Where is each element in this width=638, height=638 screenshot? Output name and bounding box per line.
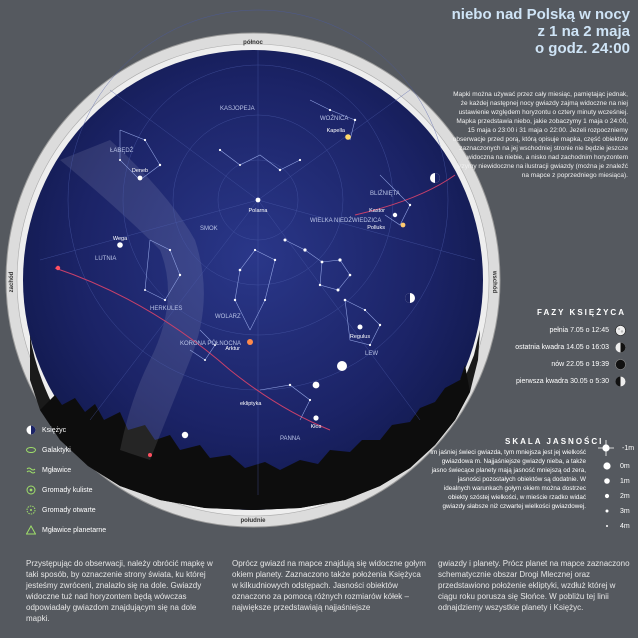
title-line-3: o godz. 24:00 (534, 40, 630, 57)
label-gemini: BLIŹNIĘTA (370, 191, 400, 197)
label-corona: KORONA PÓŁNOCNA (180, 341, 242, 347)
bottom-text-col-2: Oprócz gwiazd na mapce znajdują się widoczne gołym okiem planety. Zaznaczono także położenia Księżyca w kilkudniowych odstępach. Jasności obiektów oznaczono za pomocą różnych rozmiarów kółek – największe przedstawiają najjaśniejsze (232, 559, 426, 612)
mag-label-5: 4m (620, 522, 630, 530)
legend-open (26, 505, 96, 515)
intro-text: Mapki można używać przez cały miesiąc, pamiętając jednak, że każdej następnej nocy gwiazdy zajmą widoczne na niej ustawienie względem horyzontu o cztery minuty wcześniej. Mapka przedstawia niebo, jakie zobaczymy 1 maja o 24:00, 15 maja o 23:00 i 31 maja o 22:00. Jeżeli rozpoczniemy obserwacje przed porą, którą opisuje mapka, część obiektów zaznaczonych na jej wschodniej stronie nie będzie jeszcze widoczna na niebie, a nisko nad zachodnim horyzontem ujrzymy niewidoczne na ilustracji gwiazdy (można je znaleźć na mapce z poprzedniego miesiąca). (452, 91, 628, 179)
label-virgo: PANNA (280, 436, 301, 442)
label-bootes: WOLARZ (215, 314, 241, 320)
star-regulus (358, 325, 363, 330)
phase-new-label: nów 22.05 o 19:39 (551, 361, 609, 368)
legend-open-label: Gromady otwarte (42, 506, 96, 514)
legend-planetary (26, 525, 106, 535)
mag-label-2: 1m (620, 477, 630, 485)
mag-label-3: 2m (620, 492, 630, 500)
mag-label-0: -1m (622, 444, 635, 452)
last-quarter-icon (615, 342, 626, 353)
star-polaris (256, 198, 261, 203)
legend-nebulae (26, 465, 71, 475)
label-arcturus: Arktur (225, 346, 240, 352)
legend-galaxies-label: Galaktyki (42, 446, 71, 454)
globular-cluster-icon (26, 485, 36, 495)
bottom-text-col-3: gwiazdy i planety. Prócz planet na mapce zaznaczono schematycznie obszar Drogi Mlecznej oraz przedstawiono położenie ekliptyki, wzdłuż której w ciągu roku porusza się Słońce. W pobliżu tej linii odnajdziemy wszystkie planety i Księżyc. (438, 559, 630, 612)
phase-full-label: pełnia 7.05 o 12:45 (549, 327, 609, 334)
label-vega: Wega (112, 236, 128, 242)
legend-globular (26, 485, 93, 495)
mag-row-1 (602, 461, 630, 471)
label-leo: LEW (365, 351, 379, 357)
mag-row-3 (602, 491, 630, 501)
label-ursa-major: WIELKA NIEDŹWIEDZICA (310, 218, 382, 224)
mag-dot-icon (602, 506, 612, 516)
label-draco: SMOK (200, 226, 218, 232)
label-polaris: Polarna (248, 208, 268, 214)
brightness-title: SKALA JASNOŚCI (505, 437, 604, 446)
mag-dot-icon (602, 476, 612, 486)
mag-row-2 (602, 476, 630, 486)
mag-label-1: 0m (620, 462, 630, 470)
legend-nebulae-label: Mgławice (42, 466, 72, 474)
label-castor: Kastor (369, 208, 385, 214)
phase-full (549, 325, 626, 336)
mag-dot-icon (602, 521, 612, 531)
planet-saturn (313, 382, 320, 389)
star-castor (393, 213, 397, 217)
compass-north: północ (243, 40, 263, 46)
nebula-icon (26, 465, 36, 475)
phase-last-label: ostatnia kwadra 14.05 o 16:03 (515, 344, 609, 351)
legend-moon-label: Księżyc (42, 426, 67, 434)
label-cygnus: ŁABĘDŹ (110, 148, 134, 154)
star-capella (345, 134, 351, 140)
legend-moon (26, 425, 66, 435)
mag-label-4: 3m (620, 507, 630, 515)
star-arcturus (247, 339, 253, 345)
label-auriga: WOŹNICA (320, 116, 349, 122)
title-line-1: niebo nad Polską w nocy (451, 6, 630, 23)
moon-phases-title: FAZY KSIĘŻYCA (537, 308, 626, 317)
label-spica: Kłos (310, 424, 322, 430)
open-cluster-icon (26, 505, 36, 515)
phase-last (515, 342, 626, 353)
first-quarter-icon (615, 376, 626, 387)
star-spica (313, 415, 318, 420)
mag-dot-icon (602, 461, 612, 471)
label-capella: Kapella (326, 128, 345, 134)
compass-east: wschód (491, 270, 497, 294)
label-regulus: Regulus (349, 334, 371, 340)
phase-first-label: pierwsza kwadra 30.05 o 5:30 (516, 378, 609, 385)
legend-galaxies (26, 445, 71, 455)
mag-dot-icon (602, 491, 612, 501)
label-lyra: LUTNIA (95, 256, 117, 262)
bottom-text-col-1: Przystępując do obserwacji, należy obrócić mapkę w taki sposób, by oznaczenie strony świata, ku której jesteśmy zwróceni, znalazło się na dole. Gwiazdy widoczne tuż nad horyzontem będą wówczas odpowiadały gwiazdom znajdującym się na dole mapki. (26, 559, 213, 623)
label-ecliptic: ekliptyka (240, 401, 262, 407)
star-deneb (138, 176, 143, 181)
phase-new (551, 359, 626, 370)
mag-row-4 (602, 506, 630, 516)
mag-star-icon (598, 440, 614, 456)
legend-planetary-label: Mgławice planetarne (42, 526, 107, 534)
label-hercules: HERKULES (150, 306, 183, 312)
planetary-nebula-icon (26, 525, 36, 535)
star-vega (117, 242, 123, 248)
title-line-2: z 1 na 2 maja (537, 23, 630, 40)
brightness-text: Im jaśniej świeci gwiazda, tym mniejsza jest jej wielkość gwiazdowa m. Najjaśniejsze gwiazdy nieba, a także jasno świecące planety mają jasność mniejszą od zera, jasności pozostałych obiektów są dodatnie. W idealnych warunkach gołym okiem można dostrzec obiekty szóstej wielkości, w mieście rzadko widać gwiazdy słabsze niż czwartej wielkości gwiazdowej. (430, 449, 586, 510)
label-pollux: Polluks (367, 225, 385, 231)
new-moon-icon (615, 359, 626, 370)
compass-west: zachód (9, 271, 15, 293)
phase-first (516, 376, 626, 387)
label-deneb: Deneb (131, 168, 149, 174)
star-pollux (401, 223, 406, 228)
compass-south: południe (240, 518, 266, 524)
mag-row-0 (598, 440, 634, 456)
label-cassiopeia: KASJOPEJA (220, 106, 255, 112)
galaxy-icon (26, 445, 36, 455)
legend-globular-label: Gromady kuliste (42, 486, 93, 494)
moon-icon (26, 425, 36, 435)
planet-jupiter (182, 432, 188, 438)
full-moon-icon (615, 325, 626, 336)
mag-row-5 (602, 521, 630, 531)
